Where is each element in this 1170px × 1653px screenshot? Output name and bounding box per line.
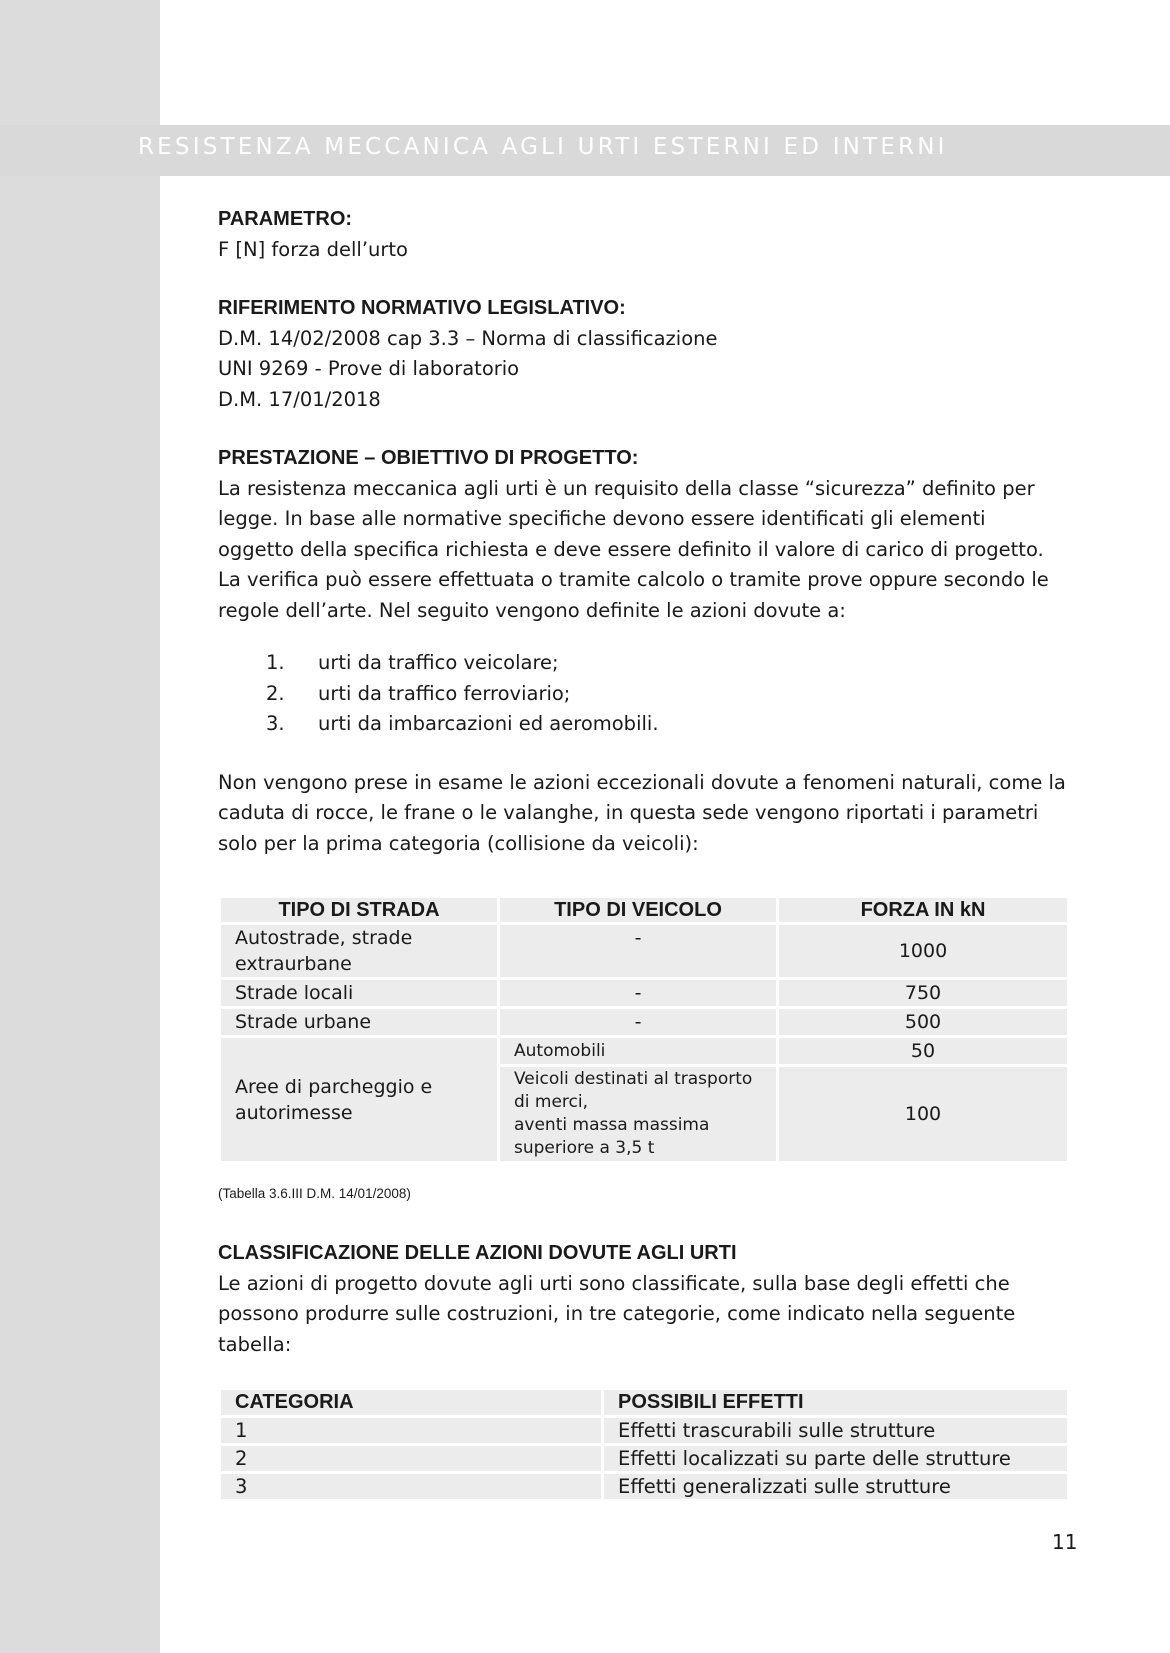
classificazione-line: tabella: bbox=[218, 1332, 292, 1356]
categoria-cell: 1 bbox=[221, 1418, 601, 1443]
veicolo-cell: - bbox=[500, 1009, 776, 1035]
veicolo-cell: Veicoli destinati al trasporto di merci, aventi massa massima superiore a 3,5 t bbox=[500, 1067, 776, 1161]
classificazione-line: Le azioni di progetto dovute agli urti sono classificate, sulla base degli effetti che bbox=[218, 1271, 1010, 1295]
riferimento-line: D.M. 17/01/2018 bbox=[218, 387, 381, 411]
list-item: 1. urti da traffico veicolare; bbox=[266, 651, 559, 674]
effetti-cell: Effetti localizzati su parte delle strutture bbox=[604, 1446, 1067, 1471]
table-row bbox=[221, 1038, 1067, 1064]
list-item: 2. urti da traffico ferroviario; bbox=[266, 681, 571, 705]
parametro-text: F [N] forza dell’urto bbox=[218, 237, 408, 261]
left-margin-band bbox=[0, 0, 160, 1653]
table-row bbox=[221, 1446, 1067, 1471]
table-row bbox=[221, 980, 1067, 1006]
prestazione-line: legge. In base alle normative specifiche devono essere identificati gli elementi bbox=[218, 507, 986, 530]
veicolo-cell: - bbox=[500, 980, 776, 1006]
strada-cell: Autostrade, strade extraurbane bbox=[221, 925, 497, 977]
forze-urto-table bbox=[218, 895, 1070, 1164]
column-header: TIPO DI VEICOLO bbox=[500, 898, 776, 922]
note-line: solo per la prima categoria (collisione da veicoli): bbox=[218, 831, 699, 855]
azioni-list bbox=[218, 648, 1078, 740]
prestazione-line: La verifica può essere effettuata o tramite calcolo o tramite prove oppure secondo le bbox=[218, 568, 1049, 591]
effetti-cell: Effetti generalizzati sulle strutture bbox=[604, 1474, 1067, 1499]
section-title: RESISTENZA MECCANICA AGLI URTI ESTERNI ED INTERNI bbox=[138, 134, 948, 160]
riferimento-heading: RIFERIMENTO NORMATIVO LEGISLATIVO: bbox=[218, 297, 626, 319]
classificazione-line: possono produrre sulle costruzioni, in tre categorie, come indicato nella seguente bbox=[218, 1302, 1016, 1325]
riferimento-line: D.M. 14/02/2008 cap 3.3 – Norma di classificazione bbox=[218, 326, 718, 350]
list-item: 3. urti da imbarcazioni ed aeromobili. bbox=[266, 712, 659, 735]
note-line: caduta di rocce, le frane o le valanghe, in questa sede vengono riportati i parametri bbox=[218, 801, 1039, 824]
note-line: Non vengono prese in esame le azioni eccezionali dovute a fenomeni naturali, come la bbox=[218, 770, 1066, 794]
main-content bbox=[218, 204, 1078, 859]
categorie-table bbox=[218, 1387, 1070, 1502]
classificazione-section bbox=[218, 1238, 1078, 1360]
categoria-cell: 2 bbox=[221, 1446, 601, 1471]
veicolo-cell: - bbox=[500, 925, 776, 977]
table-header-row bbox=[221, 898, 1067, 922]
classificazione-heading: CLASSIFICAZIONE DELLE AZIONI DOVUTE AGLI URTI bbox=[218, 1242, 737, 1264]
table-row bbox=[221, 1474, 1067, 1499]
veicolo-cell: Automobili bbox=[500, 1038, 776, 1064]
forza-cell: 50 bbox=[779, 1038, 1067, 1064]
column-header: CATEGORIA bbox=[221, 1390, 601, 1415]
categoria-cell: 3 bbox=[221, 1474, 601, 1499]
table-row bbox=[221, 925, 1067, 977]
forza-cell: 500 bbox=[779, 1009, 1067, 1035]
table-caption: (Tabella 3.6.III D.M. 14/01/2008) bbox=[218, 1186, 411, 1201]
riferimento-line: UNI 9269 - Prove di laboratorio bbox=[218, 357, 520, 380]
effetti-cell: Effetti trascurabili sulle strutture bbox=[604, 1418, 1067, 1443]
prestazione-line: La resistenza meccanica agli urti è un requisito della classe “sicurezza” definito per bbox=[218, 476, 1035, 500]
column-header: TIPO DI STRADA bbox=[221, 898, 497, 922]
prestazione-line: regole dell’arte. Nel seguito vengono definite le azioni dovute a: bbox=[218, 598, 846, 622]
strada-cell: Aree di parcheggio e autorimesse bbox=[221, 1038, 497, 1161]
page-number: 11 bbox=[1052, 1530, 1078, 1554]
forza-cell: 100 bbox=[779, 1067, 1067, 1161]
prestazione-heading: PRESTAZIONE – OBIETTIVO DI PROGETTO: bbox=[218, 447, 639, 469]
table-row bbox=[221, 1418, 1067, 1443]
table-row bbox=[221, 1009, 1067, 1035]
forza-cell: 750 bbox=[779, 980, 1067, 1006]
table-header-row bbox=[221, 1390, 1067, 1415]
parametro-heading: PARAMETRO: bbox=[218, 208, 353, 230]
prestazione-line: oggetto della specifica richiesta e deve essere definito il valore di carico di progetto. bbox=[218, 537, 1044, 561]
column-header: FORZA IN kN bbox=[779, 898, 1067, 922]
strada-cell: Strade urbane bbox=[221, 1009, 497, 1035]
forza-cell: 1000 bbox=[779, 925, 1067, 977]
strada-cell: Strade locali bbox=[221, 980, 497, 1006]
column-header: POSSIBILI EFFETTI bbox=[604, 1390, 1067, 1415]
